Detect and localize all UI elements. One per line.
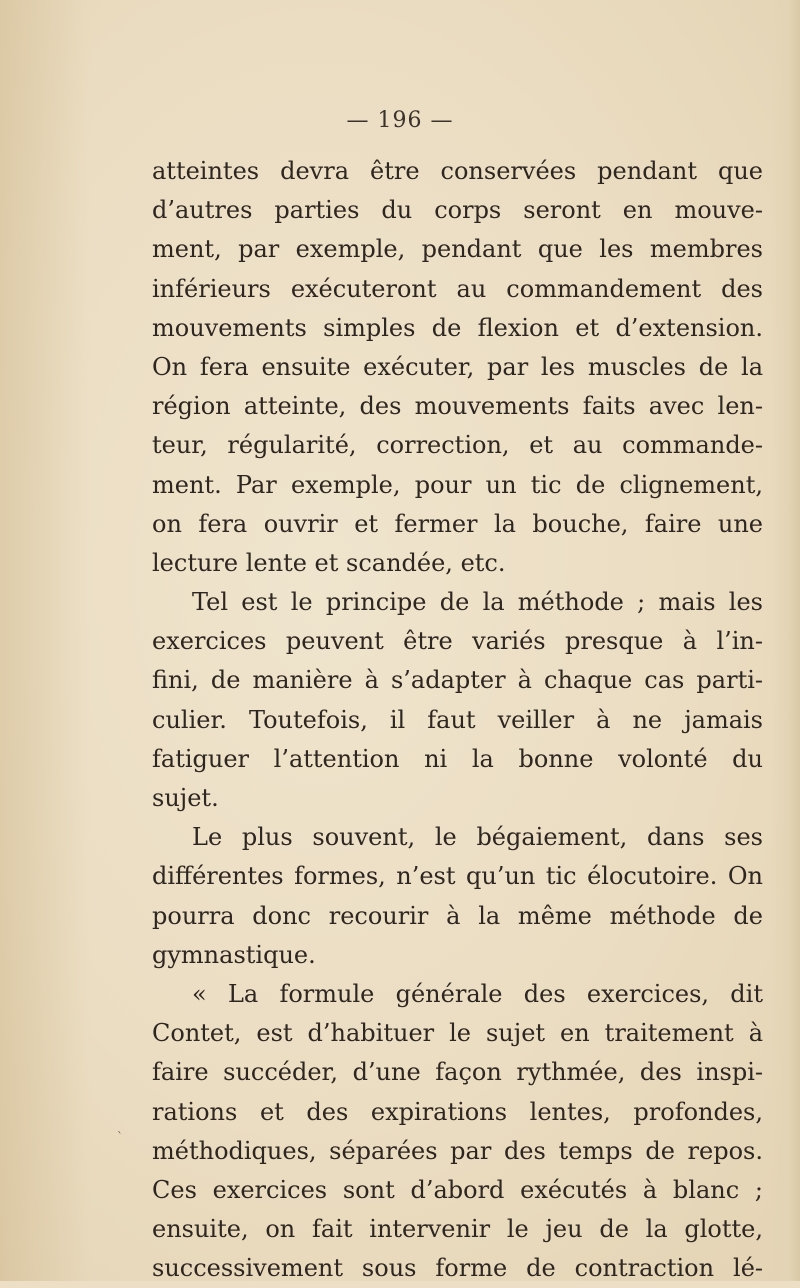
- text-line: inférieurs exécuteront au commandement des: [152, 274, 763, 303]
- page-number: — 196 —: [346, 108, 454, 133]
- text-line: Tel est le principe de la méthode ; mais les: [192, 588, 763, 617]
- text-line: méthodiques, séparées par des temps de repos.: [152, 1136, 763, 1165]
- text-line: ment. Par exemple, pour un tic de clignement,: [152, 470, 763, 499]
- text-line: On fera ensuite exécuter, par les muscles de la: [152, 352, 763, 381]
- text-line: successivement sous forme de contraction lé-: [152, 1254, 763, 1283]
- text-line: ensuite, on fait intervenir le jeu de la glotte,: [152, 1215, 763, 1244]
- stray-ink-mark: ˋ: [117, 1130, 123, 1144]
- text-line: fatiguer l’attention ni la bonne volonté du: [152, 744, 763, 773]
- text-line: « La formule générale des exercices, dit: [192, 979, 763, 1008]
- text-line: gymnastique.: [152, 940, 316, 969]
- text-line: région atteinte, des mouvements faits avec len-: [152, 392, 763, 421]
- text-line: sujet.: [152, 784, 219, 812]
- page-shadow-left: [0, 0, 90, 1281]
- text-line: rations et des expirations lentes, profondes,: [152, 1097, 763, 1126]
- text-line: on fera ouvrir et fermer la bouche, faire une: [152, 509, 763, 538]
- text-line: faire succéder, d’une façon rythmée, des inspi-: [152, 1058, 763, 1087]
- text-line: lecture lente et scandée, etc.: [152, 548, 506, 577]
- text-line: culier. Toutefois, il faut veiller à ne jamais: [152, 705, 763, 734]
- text-line: Le plus souvent, le bégaiement, dans ses: [192, 823, 763, 852]
- text-line: ment, par exemple, pendant que les membres: [152, 235, 763, 264]
- text-line: Contet, est d’habituer le sujet en traitement à: [152, 1019, 763, 1048]
- text-line: fini, de manière à s’adapter à chaque cas parti-: [152, 666, 763, 695]
- text-line: atteintes devra être conservées pendant que: [152, 157, 763, 185]
- body-text: [152, 152, 763, 1288]
- text-line: Ces exercices sont d’abord exécutés à blanc ;: [152, 1175, 763, 1204]
- text-line: différentes formes, n’est qu’un tic élocutoire. On: [152, 862, 763, 891]
- text-line: mouvements simples de flexion et d’extension.: [152, 313, 763, 342]
- page-edge-right: [770, 0, 800, 1281]
- text-line: d’autres parties du corps seront en mouve-: [152, 196, 763, 225]
- text-line: exercices peuvent être variés presque à l’in-: [152, 627, 763, 656]
- text-line: pourra donc recourir à la même méthode de: [152, 901, 763, 930]
- text-line: teur, régularité, correction, et au commande-: [152, 431, 763, 460]
